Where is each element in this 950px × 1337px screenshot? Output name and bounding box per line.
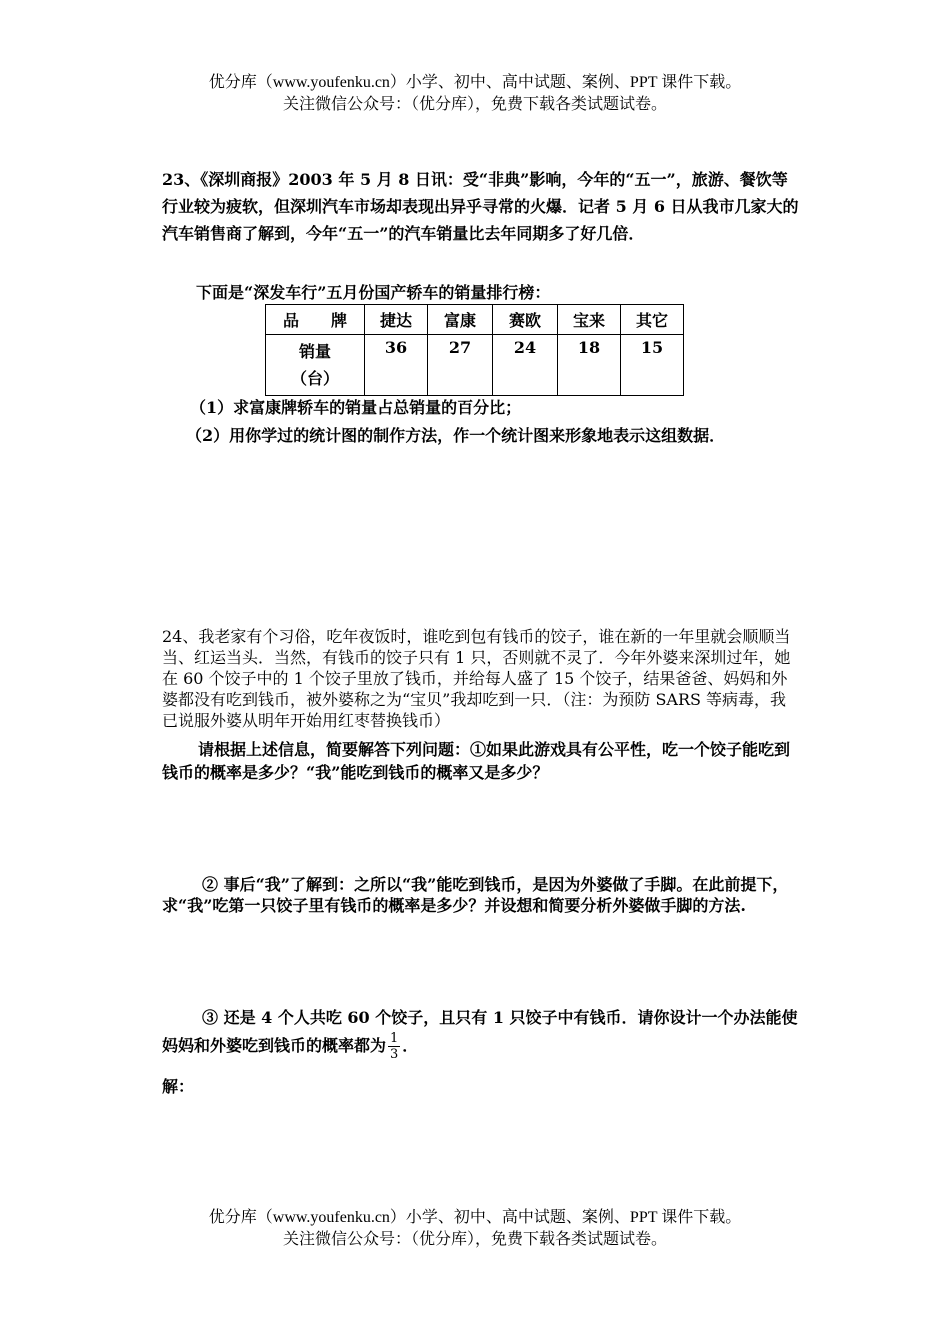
question-23-part-2: （2）用你学过的统计图的制作方法，作一个统计图来形象地表示这组数据． (186, 426, 726, 445)
answer-label: 解： (162, 1077, 195, 1096)
question-24-part-2-block (162, 874, 812, 916)
table-cell-brand: 宝来 (558, 305, 621, 335)
fraction-one-third (388, 1031, 400, 1062)
table-header-sales (266, 335, 365, 396)
table-cell-value: 27 (428, 335, 493, 396)
table-cell-brand: 赛欧 (493, 305, 558, 335)
question-23-part-1: （1）求富康牌轿车的销量占总销量的百分比； (190, 398, 522, 417)
question-24-intro: 24、我老家有个习俗，吃年夜饭时，谁吃到包有钱币的饺子，谁在新的一年里就会顺顺当当、红运当头．当然，有钱币的饺子只有 1 只，否则就不灵了．今年外婆来深圳过年，她在 60 个饺子中的 1 个饺子里放了钱币，并给每人盛了 15 个饺子，结果爸爸、妈妈和外婆都没有吃到钱币，被外婆称之为“宝贝”我却吃到一只．（注：为预防 SARS 等病毒，我已说服外婆从明年开始用红枣替换钱币） (162, 627, 791, 730)
sales-unit: （台） (290, 369, 339, 388)
table-cell-value: 24 (493, 335, 558, 396)
table-row (266, 335, 684, 396)
table-header-brand: 品 牌 (266, 305, 365, 335)
table-cell-brand: 富康 (428, 305, 493, 335)
table-row (266, 305, 684, 335)
table-cell-value: 15 (621, 335, 684, 396)
footer-line-2: 关注微信公众号：（优分库），免费下载各类试题试卷。 (282, 1231, 667, 1248)
question-23-text: 23、《深圳商报》2003 年 5 月 8 日讯：受“非典”影响，今年的“五一”，旅游、餐饮等行业较为疲软，但深圳汽车市场却表现出异乎寻常的火爆．记者 5 月 6 日从我市几家大的汽车销售商了解到，今年“五一”的汽车销量比去年同期多了好几倍． (162, 170, 799, 243)
table-cell-brand: 捷达 (365, 305, 428, 335)
page-footer (0, 1207, 950, 1251)
sales-label: 销量 (298, 342, 331, 361)
question-24-part-2: ② 事后“我”了解到：之所以“我”能吃到钱币，是因为外婆做了手脚。在此前提下，求“我”吃第一只饺子里有钱币的概率是多少？并设想和简要分析外婆做手脚的方法. (162, 875, 789, 915)
header-line-2: 关注微信公众号：（优分库），免费下载各类试题试卷。 (282, 96, 667, 113)
question-24-part-3: ③ 还是 4 个人共吃 60 个饺子，且只有 1 只饺子中有钱币．请你设计一个办法能使妈妈和外婆吃到钱币的概率都为 (162, 1008, 798, 1055)
question-24-part-1: 请根据上述信息，简要解答下列问题：①如果此游戏具有公平性，吃一个饺子能吃到钱币的概率是多少？“我”能吃到钱币的概率又是多少？ (162, 740, 791, 782)
page-header (0, 72, 950, 116)
footer-line-1: 优分库（www.youfenku.cn）小学、初中、高中试题、案例、PPT 课件下载。 (208, 1209, 742, 1226)
table-cell-value: 36 (365, 335, 428, 396)
fraction-numerator: 1 (390, 1031, 399, 1046)
sales-table (265, 304, 684, 396)
fraction-denominator: 3 (390, 1047, 399, 1062)
question-24-part-3-block (162, 1004, 802, 1062)
table-intro: 下面是“深发车行”五月份国产轿车的销量排行榜： (196, 283, 551, 302)
table-cell-brand: 其它 (621, 305, 684, 335)
question-24-part-3-end: ． (402, 1036, 419, 1055)
table-cell-value: 18 (558, 335, 621, 396)
header-line-1: 优分库（www.youfenku.cn）小学、初中、高中试题、案例、PPT 课件下载。 (208, 74, 742, 91)
